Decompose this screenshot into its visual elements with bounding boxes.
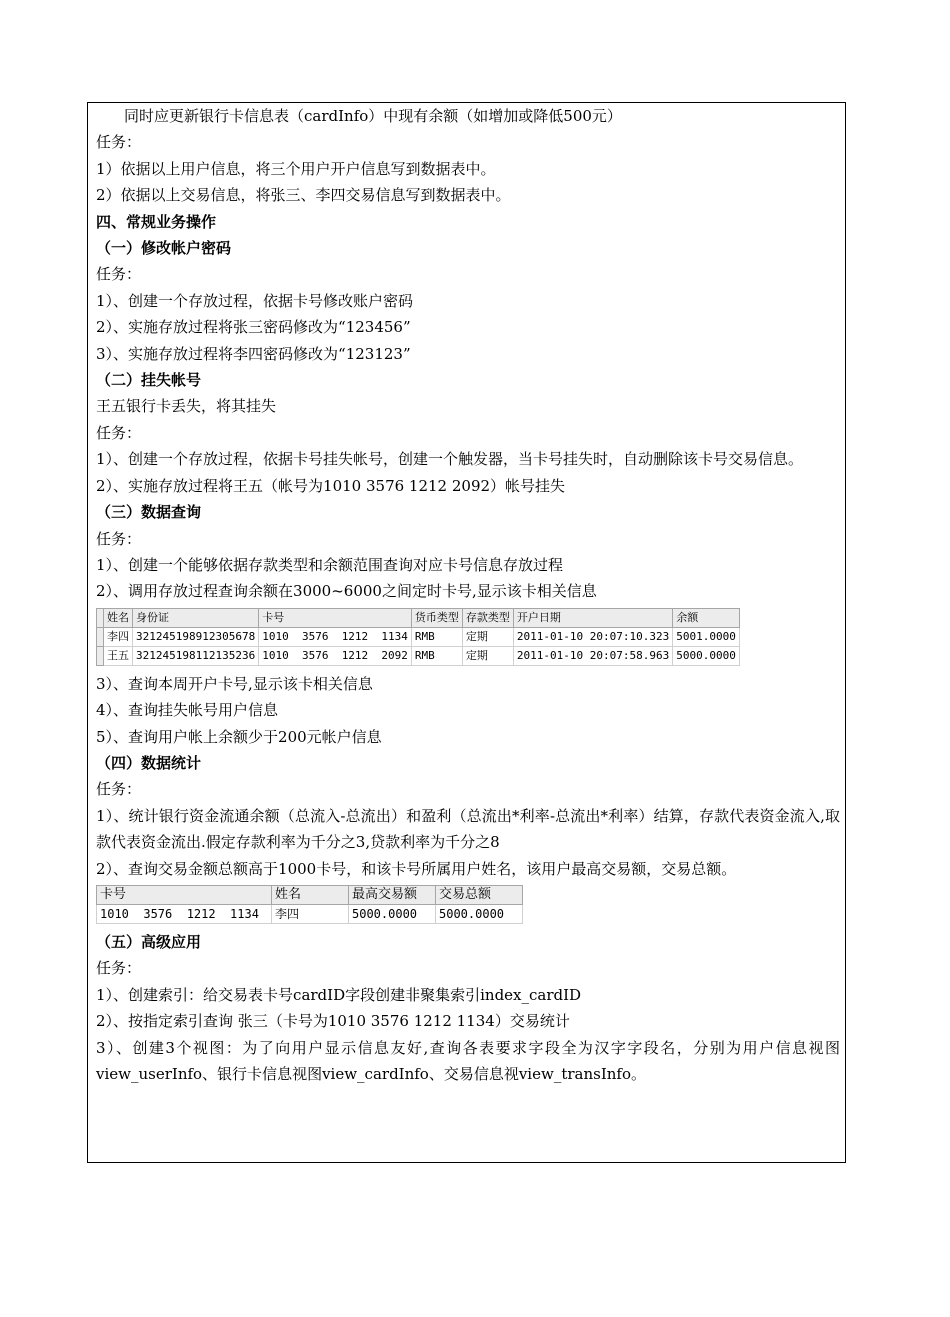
task-item: 1）、统计银行资金流通余额（总流入-总流出）和盈利（总流出*利率-总流出*利率）结算，存款代表资金流入,取款代表资金流出.假定存款利率为千分之3,贷款利率为千分之8 (96, 806, 840, 852)
paragraph: 王五银行卡丢失，将其挂失 (96, 397, 277, 416)
table-cell: 1010 3576 1212 2092 (259, 646, 412, 665)
table-cell: 5001.0000 (673, 627, 740, 646)
row-selector (97, 646, 104, 665)
task-item: 2）依据以上交易信息，将张三、李四交易信息写到数据表中。 (96, 186, 511, 205)
table-row (97, 904, 523, 923)
table-cell: 定期 (462, 646, 513, 665)
subsection-heading: （二）挂失帐号 (96, 371, 202, 390)
table-cell: 李四 (104, 627, 133, 646)
table-cell: 2011-01-10 20:07:10.323 (513, 627, 672, 646)
task-label: 任务： (96, 265, 142, 284)
table-cell: 李四 (272, 904, 349, 923)
table-cell: 5000.0000 (349, 904, 436, 923)
table-cell: 定期 (462, 627, 513, 646)
task-item: 3）、查询本周开户卡号,显示该卡相关信息 (96, 674, 373, 693)
table-cell: 1010 3576 1212 1134 (97, 904, 272, 923)
column-header: 余额 (673, 608, 740, 627)
task-label: 任务： (96, 529, 142, 548)
table-cell: 321245198912305678 (133, 627, 259, 646)
column-header: 身份证 (133, 608, 259, 627)
column-header: 姓名 (272, 885, 349, 904)
task-item: 2）、实施存放过程将张三密码修改为“123456” (96, 318, 411, 337)
column-header: 交易总额 (436, 885, 523, 904)
task-label: 任务： (96, 423, 142, 442)
section-heading: 四、常规业务操作 (96, 212, 217, 231)
table-cell: 1010 3576 1212 1134 (259, 627, 412, 646)
subsection-heading: （三）数据查询 (96, 503, 202, 522)
table-row (97, 627, 740, 646)
query-result-screenshot (96, 605, 840, 671)
table-cell: 5000.0000 (436, 904, 523, 923)
task-item: 2）、查询交易金额总额高于1000卡号，和该卡号所属用户姓名，该用户最高交易额，交易总额。 (96, 859, 737, 878)
statistics-result-table (96, 885, 523, 924)
task-label: 任务： (96, 959, 142, 978)
document-content (96, 103, 840, 1087)
task-item: 3）、实施存放过程将李四密码修改为“123123” (96, 344, 411, 363)
table-cell: RMB (411, 627, 462, 646)
task-item: 1）、创建一个存放过程，依据卡号挂失帐号，创建一个触发器，当卡号挂失时，自动删除该卡号交易信息。 (96, 450, 804, 469)
task-item: 1）依据以上用户信息，将三个用户开户信息写到数据表中。 (96, 159, 496, 178)
table-cell: 王五 (104, 646, 133, 665)
subsection-heading: （一）修改帐户密码 (96, 239, 232, 258)
row-selector (97, 627, 104, 646)
subsection-heading: （四）数据统计 (96, 753, 202, 772)
task-item: 1）、创建一个能够依据存款类型和余额范围查询对应卡号信息存放过程 (96, 555, 564, 574)
task-item: 2）、实施存放过程将王五（帐号为1010 3576 1212 2092）帐号挂失 (96, 476, 566, 495)
query-result-table (96, 608, 740, 666)
table-cell: RMB (411, 646, 462, 665)
table-cell: 5000.0000 (673, 646, 740, 665)
subsection-heading: （五）高级应用 (96, 932, 202, 951)
table-cell: 2011-01-10 20:07:58.963 (513, 646, 672, 665)
task-label: 任务： (96, 780, 142, 799)
task-item: 4）、查询挂失帐号用户信息 (96, 701, 279, 720)
table-header-row (97, 885, 523, 904)
table-cell: 321245198112135236 (133, 646, 259, 665)
column-header: 开户日期 (513, 608, 672, 627)
task-item: 1）、创建索引：给交易表卡号cardID字段创建非聚集索引index_cardID (96, 985, 582, 1004)
row-selector-header (97, 608, 104, 627)
column-header: 姓名 (104, 608, 133, 627)
task-item: 1）、创建一个存放过程，依据卡号修改账户密码 (96, 291, 414, 310)
column-header: 卡号 (259, 608, 412, 627)
task-item: 3）、创建3个视图：为了向用户显示信息友好,查询各表要求字段全为汉字字段名，分别为用户信息视图view_userInfo、银行卡信息视图view_cardInfo、交易信息视view_transInfo。 (96, 1038, 840, 1083)
column-header: 最高交易额 (349, 885, 436, 904)
task-label: 任务： (96, 133, 142, 152)
paragraph: 同时应更新银行卡信息表（cardInfo）中现有余额（如增加或降低500元） (124, 107, 622, 125)
task-item: 5）、查询用户帐上余额少于200元帐户信息 (96, 727, 382, 746)
table-row (97, 646, 740, 665)
task-item: 2）、调用存放过程查询余额在3000~6000之间定时卡号,显示该卡相关信息 (96, 582, 597, 601)
column-header: 存款类型 (462, 608, 513, 627)
statistics-result-screenshot (96, 882, 840, 929)
column-header: 卡号 (97, 885, 272, 904)
table-header-row (97, 608, 740, 627)
column-header: 货币类型 (411, 608, 462, 627)
task-item: 2）、按指定索引查询 张三（卡号为1010 3576 1212 1134）交易统计 (96, 1012, 570, 1031)
